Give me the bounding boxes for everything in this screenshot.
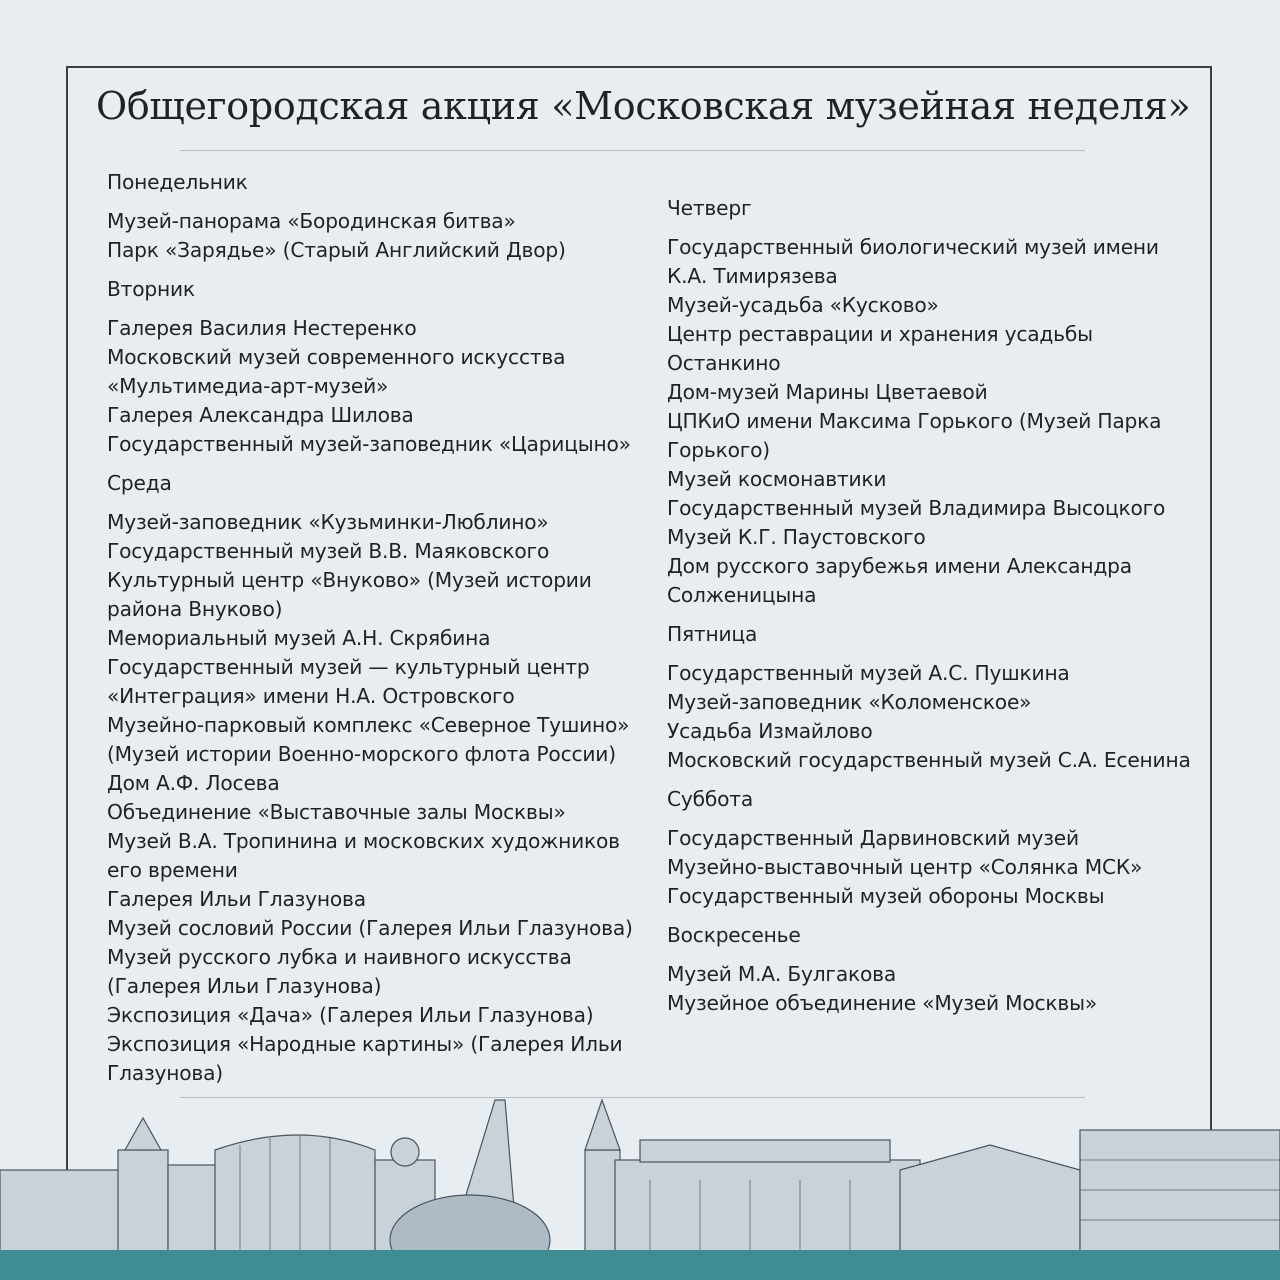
- museum-item: Государственный музей В.В. Маяковского: [107, 539, 550, 563]
- day-heading: Суббота: [667, 787, 754, 811]
- museum-item: Московский музей современного искусства «Мультимедиа-арт-музей»: [107, 345, 566, 398]
- museum-item: Галерея Василия Нестеренко: [107, 316, 417, 340]
- day-heading: Пятница: [667, 622, 758, 646]
- moscow-skyline-illustration: [0, 1090, 1280, 1280]
- museum-item: Музей-заповедник «Коломенское»: [667, 690, 1032, 714]
- museum-item: Центр реставрации и хранения усадьбы Останкино: [667, 322, 1093, 375]
- museum-item: Галерея Александра Шилова: [107, 403, 414, 427]
- museum-item: Музейно-выставочный центр «Солянка МСК»: [667, 855, 1143, 879]
- museum-item: Государственный музей Владимира Высоцкого: [667, 496, 1166, 520]
- top-divider: [180, 150, 1085, 151]
- museum-item: Галерея Ильи Глазунова: [107, 887, 366, 911]
- museum-item: Музей В.А. Тропинина и московских художников его времени: [107, 829, 620, 882]
- museum-item: Экспозиция «Дача» (Галерея Ильи Глазунова): [107, 1003, 594, 1027]
- museum-item: Государственный Дарвиновский музей: [667, 826, 1079, 850]
- day-heading: Воскресенье: [667, 923, 801, 947]
- museum-item: Парк «Зарядье» (Старый Английский Двор): [107, 238, 566, 262]
- museum-item: Музей-заповедник «Кузьминки-Люблино»: [107, 510, 549, 534]
- museum-item: Государственный биологический музей имени К.А. Тимирязева: [667, 235, 1159, 288]
- museum-item: Музейно-парковый комплекс «Северное Тушино» (Музей истории Военно-морского флота России): [107, 713, 630, 766]
- museum-item: Усадьба Измайлово: [667, 719, 873, 743]
- right-column: [667, 194, 1197, 1028]
- museum-item: Экспозиция «Народные картины» (Галерея Ильи Глазунова): [107, 1032, 623, 1085]
- museum-item: Музей-усадьба «Кусково»: [667, 293, 939, 317]
- museum-item: Музей К.Г. Паустовского: [667, 525, 926, 549]
- day-heading: Среда: [107, 471, 172, 495]
- museum-item: Объединение «Выставочные залы Москвы»: [107, 800, 566, 824]
- museum-item: Государственный музей — культурный центр «Интеграция» имени Н.А. Островского: [107, 655, 590, 708]
- museum-item: Музей космонавтики: [667, 467, 887, 491]
- museum-item: Мемориальный музей А.Н. Скрябина: [107, 626, 491, 650]
- day-heading: Вторник: [107, 277, 195, 301]
- day-block-friday: [667, 620, 1197, 775]
- day-block-tuesday: [107, 275, 652, 459]
- day-block-thursday: [667, 194, 1197, 610]
- museum-item: Музей сословий России (Галерея Ильи Глазунова): [107, 916, 633, 940]
- day-block-wednesday: [107, 469, 652, 1088]
- museum-item: Культурный центр «Внуково» (Музей истории района Внуково): [107, 568, 592, 621]
- day-block-monday: [107, 168, 652, 265]
- day-heading: Четверг: [667, 196, 752, 220]
- museum-item: Государственный музей обороны Москвы: [667, 884, 1105, 908]
- museum-item: ЦПКиО имени Максима Горького (Музей Парка Горького): [667, 409, 1162, 462]
- spire: [585, 1100, 620, 1150]
- tower-roof-left: [125, 1118, 161, 1150]
- museum-item: Дом А.Ф. Лосева: [107, 771, 280, 795]
- teal-base-band: [0, 1250, 1280, 1280]
- museum-item: Государственный музей А.С. Пушкина: [667, 661, 1070, 685]
- museum-item: Музейное объединение «Музей Москвы»: [667, 991, 1098, 1015]
- museum-item: Музей М.А. Булгакова: [667, 962, 897, 986]
- day-heading: Понедельник: [107, 170, 248, 194]
- museum-item: Государственный музей-заповедник «Царицыно»: [107, 432, 631, 456]
- museum-item: Дом русского зарубежья имени Александра Солженицына: [667, 554, 1132, 607]
- day-block-saturday: [667, 785, 1197, 911]
- museum-item: Музей-панорама «Бородинская битва»: [107, 209, 516, 233]
- day-block-sunday: [667, 921, 1197, 1018]
- left-column: [107, 168, 652, 1098]
- museum-item: Дом-музей Марины Цветаевой: [667, 380, 988, 404]
- dome: [391, 1138, 419, 1166]
- museum-item: Музей русского лубка и наивного искусства (Галерея Ильи Глазунова): [107, 945, 572, 998]
- museum-item: Московский государственный музей С.А. Есенина: [667, 748, 1191, 772]
- page-title: Общегородская акция «Московская музейная неделя»: [96, 84, 1191, 128]
